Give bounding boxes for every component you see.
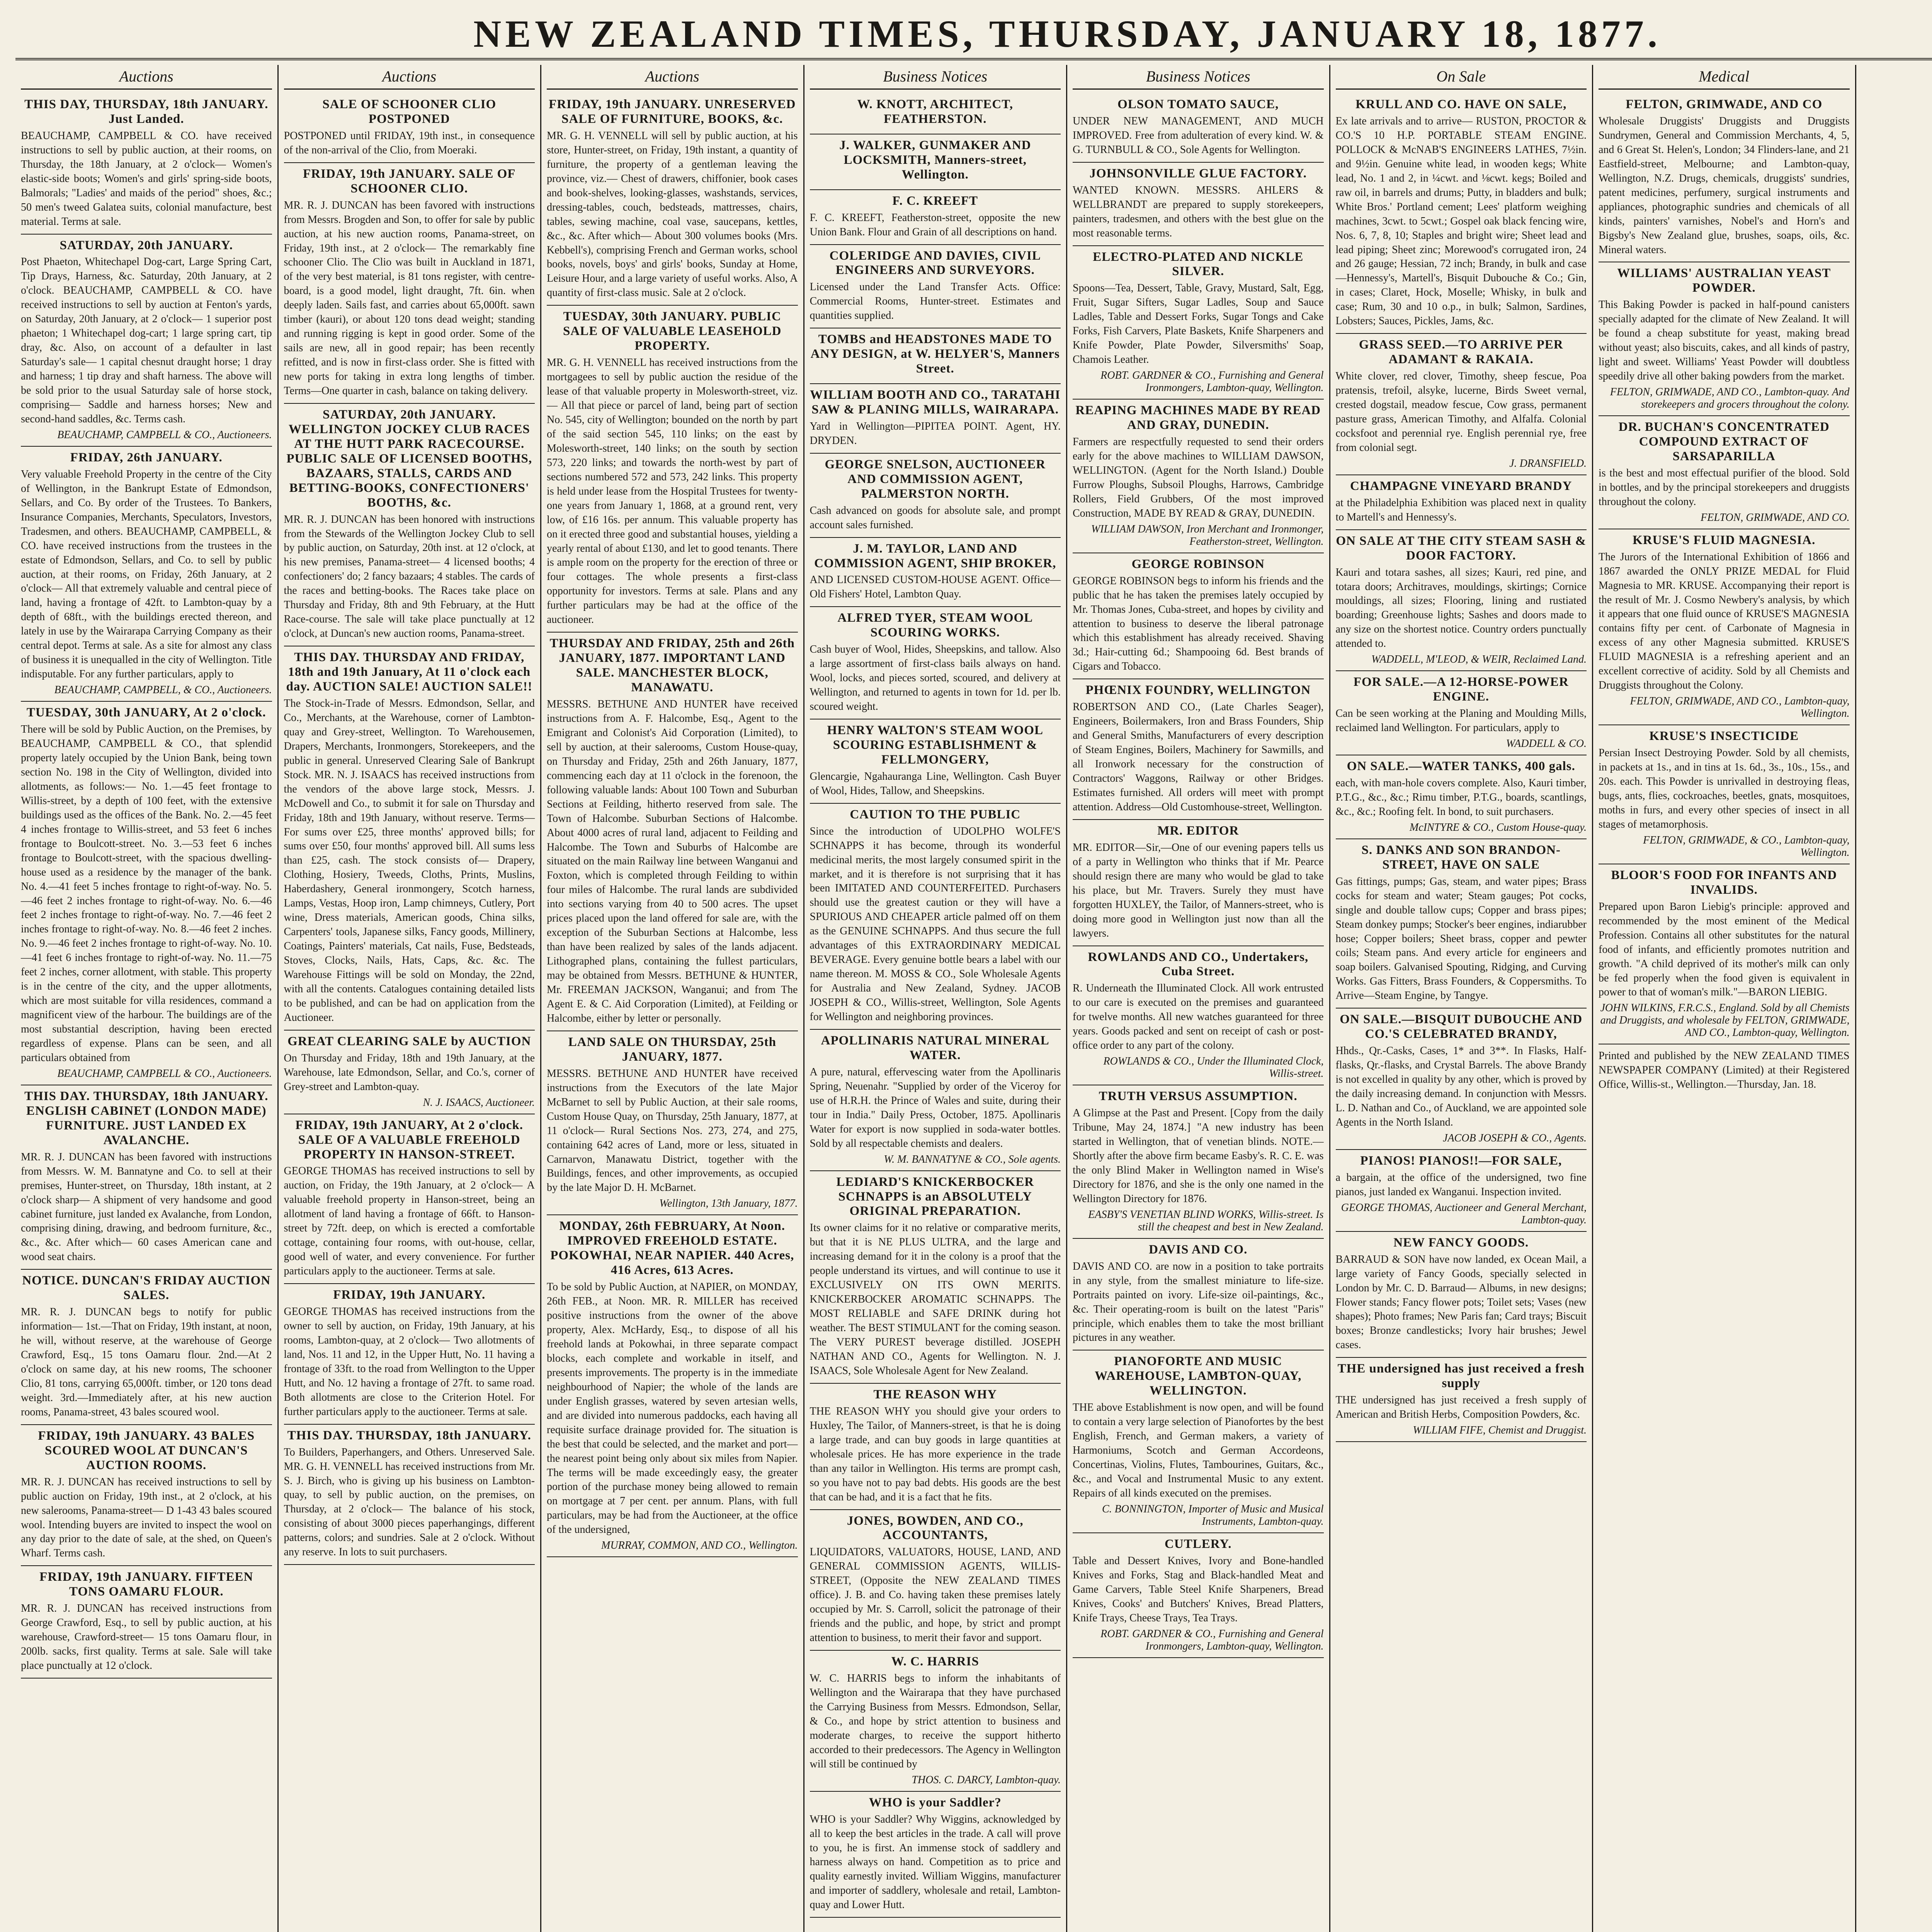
advertisement [21,1566,272,1679]
advertisement [1073,246,1324,400]
advertisement-title: TUESDAY, 30th JANUARY, At 2 o'clock. [26,706,266,720]
advertisement-title: ON SALE.—BISQUIT DUBOUCHE AND CO.'S CELEBRATED BRANDY, [1340,1012,1583,1041]
advertisement-title: CAUTION TO THE PUBLIC [850,807,1021,821]
advertisement-title: NOTICE. DUNCAN'S FRIDAY AUCTION SALES. [22,1274,271,1303]
advertisement [21,1425,272,1566]
advertisement-body: White clover, red clover, Timothy, sheep fescue, Poa pratensis, trefoil, alsyke, lucerne, Birds Sweet vernal, crested dogstail, meadow fescue, Cow grass, permanent pasture grass, American Timothy, and Alfalfa. Colonial cocksfoot and perennial rye. English perennial rye, free from colonial segt. [1335,370,1587,454]
advertisement-signature: EASBY'S VENETIAN BLIND WORKS, Willis-street. Is still the cheapest and best in New Zealand. [1088,1208,1324,1233]
advertisement-title: CUTLERY. [1165,1537,1232,1551]
advertisement [284,1284,535,1425]
advertisement [810,190,1061,245]
advertisement-title: MR. EDITOR [1157,823,1239,838]
advertisement-body: LIQUIDATORS, VALUATORS, HOUSE, LAND, AND GENERAL COMMISSION AGENTS, WILLIS-STREET, (Opposite the NEW ZEALAND TIMES office). J. B. and Co. having taken these premises lately occupied by Mr. S. Carroll, solicit the patronage of their friends and the public, and hope, by strict and prompt attention to business, to merit their favor and support. [810,1546,1061,1644]
advertisement-signature: Wellington, 13th January, 1877. [659,1197,798,1210]
advertisement-signature: GEORGE THOMAS, Auctioneer and General Merchant, Lambton-quay. [1341,1201,1587,1226]
advertisement-title: APOLLINARIS NATURAL MINERAL WATER. [821,1034,1049,1062]
column-heading: Auctions [284,65,535,90]
advertisement-body: To be sold by Public Auction, at NAPIER, on MONDAY, 26th FEB., at Noon. MR. R. MILLER has received positive instructions from the owner of the above property, Alex. McHardy, Esq., to dispose of all his freehold lands at Pokowhai, in three separate compact blocks, each complete and workable in itself, and presents improvements. The property is in the immediate neighbourhood of Napier; the whole of the lands are under English grasses, watered by seven artesian wells, and are divided into numerous paddocks, each having all requisite surface drainage provided for. The situation is the best that could be selected, and the market and port—the nearest point being only about six miles from Napier. The terms will be made exceedingly easy, the greater portion of the purchase money being allowed to remain on mortgage at 7 per cent. per annum. Plans, with full particulars, may be had from the Auctioneer, at the office of the undersigned, [547,1281,798,1536]
advertisement-title: FRIDAY, 19th JANUARY. UNRESERVED SALE OF FURNITURE, BOOKS, &c. [549,97,796,126]
advertisement [1073,553,1324,680]
advertisement-body: Cash buyer of Wool, Hides, Sheepskins, and tallow. Also a large assortment of first-class bails always on hand. Wool, locks, and pieces sorted, scoured, and delivery at Wellington, and returned to agents in town for 1d. per lb. scoured weight. [810,643,1061,713]
advertisement-signature: WADDELL & CO. [1506,738,1587,750]
column [804,65,1068,1932]
advertisement-title: KRUSE'S FLUID MAGNESIA. [1633,533,1816,547]
advertisement-body: AND LICENSED CUSTOM-HOUSE AGENT. Office—Old Fishers' Hotel, Lambton Quay. [810,574,1061,600]
advertisement-title: THIS DAY. THURSDAY AND FRIDAY, 18th and 19th January, At 11 o'clock each day. AUCTION SALE! AUCTION SALE!! [286,650,532,694]
advertisement [810,538,1061,607]
advertisement-body: THE undersigned has just received a fresh supply of American and British Herbs, Composition Powders, &c. [1335,1394,1587,1421]
advertisement-signature: JACOB JOSEPH & CO., Agents. [1443,1132,1587,1144]
column [15,65,279,1932]
advertisement-title: J. WALKER, GUNMAKER AND LOCKSMITH, Manners-street, Wellington. [839,138,1031,182]
advertisement-body: UNDER NEW MANAGEMENT, AND MUCH IMPROVED. Free from adulteration of every kind. W. & G. TURNBULL & CO., Sole Agents for Wellington. [1073,115,1324,156]
advertisement-title: ELECTRO-PLATED AND NICKLE SILVER. [1093,250,1304,279]
advertisement-title: BLOOR'S FOOD FOR INFANTS AND INVALIDS. [1611,868,1837,897]
advertisement-title: THE REASON WHY [873,1387,997,1401]
advertisement-title: FRIDAY, 26th JANUARY. [70,450,223,464]
advertisement-body: The Stock-in-Trade of Messrs. Edmondson, Sellar, and Co., Merchants, at the Warehouse, corner of Lambton-quay and Grey-street, Wellington. To Warehousemen, Drapers, Merchants, Ironmongers, Storekeepers, and the public in general. Unreserved Clearing Sale of Bankrupt Stock. MR. N. J. ISAACS has received instructions from the vendors of the above large stock, Messrs. J. McDowell and Co., to submit it for sale on Thursday and Friday, 18th and 19th January, without reserve. Terms—For sums over £25, three months' approved bills; for sums over £50, four months' approved bill. All sums less than £25, cash. The stock consists of— Drapery, Clothing, Hosiery, Tweeds, Cloths, Prints, Muslins, Haberdashery, General ironmongery, Scotch harness, Lamps, Vestas, Hoop iron, Lamp chimneys, Cutlery, Port wine, Dress materials, American goods, China silks, Carpenters' tools, Japanese silks, Fancy goods, Millinery, Coatings, Painters' materials, Cat nails, Fuse, Bedsteads, Stoves, Clocks, Nails, Hats, Caps, &c. &c. The Warehouse Fittings will be sold on Monday, the 22nd, with all the contents. Catalogues containing detailed lists to be published, and can be had on application from the Auctioneer. [284,697,535,1024]
advertisement-body: WANTED KNOWN. MESSRS. AHLERS & WELLBRANDT are prepared to supply storekeepers, painters, tradesmen, and others with the best glue on the most reasonable terms. [1073,184,1324,239]
advertisement [1073,679,1324,820]
advertisement-body: DAVIS AND CO. are now in a position to take portraits in any style, from the smallest miniature to life-size. Portraits painted on ivory. Life-size oil-paintings, &c., &c. Their operating-room is built on the latest "Paris" principle, which enables them to take the most brilliant pictures in any weather. [1073,1260,1324,1344]
advertisement-title: W. KNOTT, ARCHITECT, FEATHERSTON. [857,97,1014,126]
advertisement [284,1425,535,1565]
advertisement-title: ON SALE.—WATER TANKS, 400 gals. [1347,759,1575,774]
advertisement-signature: WILLIAM FIFE, Chemist and Druggist. [1413,1424,1587,1437]
advertisement-body: Persian Insect Destroying Powder. Sold by all chemists, in packets at 1s., and in tins at 1s. 6d., 3s., 10s., 15s., and 20s. each. This Powder is unrivalled in destroying fleas, bugs, ants, flies, cockroaches, beetles, gnats, mosquitoes, moths in furs, and every other species of insect in all stages of metamorphosis. [1599,747,1850,830]
advertisement [1336,94,1587,334]
advertisement [21,94,272,235]
advertisement [1336,671,1587,755]
advertisement-title: FRIDAY, 19th JANUARY, At 2 o'clock. SALE OF A VALUABLE FREEHOLD PROPERTY IN HANSON-STREET. [295,1118,523,1162]
advertisement-signature: ROWLANDS & CO., Under the Illuminated Clock, Willis-street. [1103,1055,1324,1080]
advertisement-title: GEORGE ROBINSON [1131,557,1265,571]
advertisement-title: THE undersigned has just received a fresh supply [1337,1362,1585,1391]
advertisement [21,235,272,447]
advertisement-title: NEW FANCY GOODS. [1393,1235,1529,1250]
advertisement-body: Kauri and totara sashes, all sizes; Kauri, red pine, and totara doors; Architraves, mouldings, skirtings; Cornice mouldings, all sizes; Flooring, lining and rustiated boarding; Greenhouse lights; Sashes and doors made to any size on the shortest notice. Country orders punctually attended to. [1335,566,1587,650]
advertisement-body: is the best and most effectual purifier of the blood. Sold in bottles, and by the principal storekeepers and druggists throughout the colony. [1599,467,1850,508]
advertisement-signature: FELTON, GRIMWADE, AND CO., Lambton-quay. And storekeepers and grocers throughout the colony. [1610,386,1850,411]
advertisement [284,94,535,163]
advertisement-body: MR. R. J. DUNCAN has been favored with instructions from Messrs. W. M. Bannatyne and Co. to sell at their premises, Hunter-street, on Thursday, 18th instant, at 2 o'clock sharp— A shipment of very handsome and good cabinet furniture, just landed ex Avalanche, from London, comprising dining, drawing, and bedroom furniture, &c., &c., &c. After which— 60 cases American cane and wood seat chairs. [21,1151,272,1263]
advertisement-title: WILLIAMS' AUSTRALIAN YEAST POWDER. [1617,266,1831,295]
advertisement-title: THIS DAY. THURSDAY, 18th JANUARY. ENGLISH CABINET (LONDON MADE) FURNITURE. JUST LANDED EX AVALANCHE. [24,1089,269,1147]
advertisement-body: Gas fittings, pumps; Gas, steam, and water pipes; Brass cocks for steam and water; Steam gauges; Pot cocks, single and double tallow cups; Copper and brass pipes; Steam donkey pumps; Stocker's beer engines, indiarubber hose; Copper boilers; Sheet brass, copper and pewter coils; Steam pans. And every article for engineers and soap boilers. Galvanised Spouting, Ridging, and Curving Works. Gas Fitters, Brass Founders, & Coppersmiths. To Arrive—Steam Engine, by Tangye. [1335,875,1587,1002]
advertisement-title: FRIDAY, 19th JANUARY. [333,1288,486,1302]
advertisement [1073,820,1324,946]
advertisement-title: TOMBS and HEADSTONES MADE TO ANY DESIGN, at W. HELYER'S, Manners Street. [810,332,1060,376]
advertisement-body: Its owner claims for it no relative or comparative merits, but that it is NE PLUS ULTRA, and the large and increasing demand for it in the colony is a proof that the people understand its virtues, and will continue to use it EXCLUSIVELY ON ITS OWN MERITS. KNICKERBOCKER AROMATIC SCHNAPPS. The MOST RELIABLE and SAFE DRINK during hot weather. The BEST STIMULANT for the coming season. The VERY PUREST beverage distilled. JOSEPH NATHAN AND CO., Agents for Wellington. N. J. ISAACS, Sole Wholesale Agent for New Zealand. [810,1222,1061,1377]
advertisement-title: DR. BUCHAN'S CONCENTRATED COMPOUND EXTRACT OF SARSAPARILLA [1618,420,1830,463]
advertisement-title: TRUTH VERSUS ASSUMPTION. [1099,1089,1298,1104]
advertisement-body: Printed and published by the NEW ZEALAND TIMES NEWSPAPER COMPANY (Limited) at their Registered Office, Willis-st., Wellington.—Thursday, Jan. 18. [1599,1050,1850,1091]
advertisement-body: Glencargie, Ngahauranga Line, Wellington. Cash Buyer of Wool, Hides, Tallow, and Sheepskins. [810,770,1061,797]
advertisement-body: each, with man-hole covers complete. Also, Kauri timber, P.T.G., &c., &c.; Rimu timber, P.T.G., boards, scantlings, &c., &c.; Roofing felt. In bond, to suit purchasers. [1335,777,1587,818]
advertisement [1336,839,1587,1009]
advertisement-title: FRIDAY, 19th JANUARY. SALE OF SCHOONER CLIO. [303,167,516,196]
advertisement-title: JONES, BOWDEN, AND CO., ACCOUNTANTS, [847,1514,1024,1543]
advertisement-body: Very valuable Freehold Property in the centre of the City of Wellington, in the Bankrupt Estate of Edmondson, Sellars, and Co. By order of the Trustees. To Bankers, Insurance Companies, Merchants, Speculators, Investors, Tradesmen, and others. BEAUCHAMP, CAMPBELL, & CO. have received instructions from the trustees in the estate of Edmondson, Sellars, and Co. to sell by public auction, at their rooms, on Friday, 26th January, at 2 o'clock— All that extremely valuable and central piece of land, having a frontage of 42ft. to Lambton-quay by a depth of 68ft., with the buildings erected thereon, and lately in use by the Wairarapa Carrying Company as their central depot. Terms at sale. As a site for almost any class of business it is unequalled in the city of Wellington. Title indisputable. For any further particulars, apply to [21,468,272,680]
advertisement-title: FOR SALE.—A 12-HORSE-POWER ENGINE. [1353,675,1569,704]
advertisement-body: Can be seen working at the Planing and Moulding Mills, reclaimed land Wellington. For particulars, apply to [1335,707,1587,734]
advertisement [810,804,1061,1030]
advertisement-body: Spoons—Tea, Dessert, Table, Gravy, Mustard, Salt, Egg, Fruit, Sugar Sifters, Sugar Ladles, Soup and Sauce Ladles, Table and Dessert Forks, Sugar Tongs and Cake Forks, Fish Carvers, Plate Baskets, Knife Sharpeners and Knife Powder, Plate Powder, Silversmiths' Soap, Chamois Leather. [1073,282,1324,366]
advertisement-title: FRIDAY, 19th JANUARY. FIFTEEN TONS OAMARU FLOUR. [39,1570,253,1599]
advertisement-title: REAPING MACHINES MADE BY READ AND GRAY, DUNEDIN. [1075,403,1321,432]
advertisement-title: GEORGE SNELSON, AUCTIONEER AND COMMISSION AGENT, PALMERSTON NORTH. [825,457,1046,501]
advertisement-title: SALE OF SCHOONER CLIO POSTPONED [322,97,497,126]
column-heading: On Sale [1336,65,1587,90]
advertisement [810,719,1061,804]
masthead-rule [15,58,1932,60]
advertisement [810,1651,1061,1792]
advertisement [1336,1232,1587,1358]
advertisement-title: F. C. KREEFT [892,194,978,208]
advertisement-signature: FELTON, GRIMWADE, AND CO., Lambton-quay, Wellington. [1630,695,1850,720]
column-heading: Business Notices [1073,65,1324,90]
advertisement-title: JOHNSONVILLE GLUE FACTORY. [1089,166,1307,180]
column [1593,65,1856,1932]
advertisement [1599,416,1850,529]
advertisement-signature: BEAUCHAMP, CAMPBELL & CO., Auctioneers. [57,429,272,441]
advertisement [810,1171,1061,1384]
advertisement-body: POSTPONED until FRIDAY, 19th inst., in consequence of the non-arrival of the Clio, from Moeraki. [284,129,535,156]
advertisement-title: FRIDAY, 19th JANUARY. 43 BALES SCOURED WOOL AT DUNCAN'S AUCTION ROOMS. [38,1429,255,1472]
imprint [1599,1044,1850,1092]
advertisement-body: MESSRS. BETHUNE AND HUNTER have received instructions from A. F. Halcombe, Esq., Agent to the Emigrant and Colonist's Aid Corporation (Limited), to sell by auction, at their salerooms, Custom House-quay, on Thursday and Friday, 25th and 26th January, 1877, commencing each day at 11 o'clock in the forenoon, the following valuable lands: About 100 Town and Suburban Sections at Feilding, hitherto reserved from sale. The Town of Halcombe. Suburban Sections of Halcombe. About 4000 acres of rural land, adjacent to Feilding and Halcombe. The Town and Suburbs of Halcombe are situated on the main Railway line between Wanganui and Foxton, which is completed through Feilding to within four miles of Halcombe. The rural lands are subdivided into sections varying from 40 to 500 acres. The upset prices placed upon the land offered for sale are, with the exception of the Suburban Sections at Halcombe, less than have been realized by sales of the lands adjacent. Lithographed plans, containing the fullest particulars, may be obtained from Messrs. BETHUNE & HUNTER, Mr. FREEMAN JACKSON, Wanganui; and from The Agent E. & C. Aid Corporation (Limited), at Feilding or Halcombe, either by letter or personally. [547,698,798,1024]
advertisement-signature: MURRAY, COMMON, AND CO., Wellington. [601,1539,798,1552]
advertisement [1336,475,1587,530]
advertisement-body: BARRAUD & SON have now landed, ex Ocean Mail, a large variety of Fancy Goods, specially selected in London by Mr. C. D. Barraud— Albums, in new designs; Flower stands; Fancy flower pots; Toilet sets; Vases (new shapes); Photo frames; New Paris fan; Card trays; Biscuit boxes; Bronze candlesticks; Ivory hair brushes; Jewel cases. [1335,1253,1587,1351]
advertisement [547,94,798,306]
advertisement-body: Hhds., Qr.-Casks, Cases, 1* and 3**. In Flasks, Half-flasks, Qr.-flasks, and Crystal Barrels. The above Brandy is not excelled in quality by any other, which is proved by the daily increasing demand. In conjunction with Messrs. L. D. Nathan and Co., of Auckland, we are appointed sole Agents in the North Island. [1335,1045,1587,1128]
advertisement-body: MR. R. J. DUNCAN has received instructions to sell by public auction on Friday, 19th inst., at 2 o'clock, at his new salerooms, Panama-street— D 1-43 43 bales scoured wool. Intending buyers are invited to inspect the wool on any day prior to the date of sale, at the shed, on Queen's Wharf. Terms cash. [21,1476,272,1560]
advertisement-body: Ex late arrivals and to arrive— RUSTON, PROCTOR & CO.'S 10 H.P. PORTABLE STEAM ENGINE. POLLOCK & McNAB'S ENGINEERS LATHES, 7½in. and 9½in. Genuine white lead, in wooden kegs; White lead, No. 1 and 2, in ¼cwt. and ⅛cwt. kegs; Boiled and raw oil, in barrels and drums; Putty, in bladders and bulk; White Bros.' Portland cement; Lees' platform weighing machines, 3cwt. to 5cwt.; Gospel oak black fencing wire, Nos. 6, 7, 8, 10; Staples and bright wire; Sheet lead and lead piping; Sheet zinc; Morewood's corrugated iron, 24 and 26 gauge; Hessian, 72 inch; Brandy, in bulk and case—Hennessy's, Martell's, Bisquit Dubouche & Co.; Gin, in cases; Claret, Hock, Moselle; Whisky, in bulk and case; Rum, 30 and 10 o.p., in bulk; Salmon, Sardines, Lobsters; Sauces, Pickles, Jams, &c. [1335,115,1587,327]
advertisement [1336,1009,1587,1150]
advertisement-title: GRASS SEED.—TO ARRIVE PER ADAMANT & RAKAIA. [1359,338,1563,367]
advertisement [1073,163,1324,246]
advertisement-title: WILLIAM BOOTH AND CO., TARATAHI SAW & PLANING MILLS, WAIRARAPA. [810,388,1061,417]
advertisement-body: Yard in Wellington—PIPITEA POINT. Agent, HY. DRYDEN. [810,420,1061,447]
advertisement [21,1085,272,1270]
advertisement-signature: WILLIAM DAWSON, Iron Merchant and Ironmonger, Featherston-street, Wellington. [1091,523,1324,548]
advertisement [1599,262,1850,416]
advertisement-title: ON SALE AT THE CITY STEAM SASH & DOOR FACTORY. [1336,534,1587,563]
advertisement-title: COLERIDGE AND DAVIES, CIVIL ENGINEERS AND SURVEYORS. [829,248,1041,277]
advertisement-signature: N. J. ISAACS, Auctioneer. [423,1096,535,1109]
advertisement-body: A pure, natural, effervescing water from the Apollinaris Spring, Neuenahr. "Supplied by order of the Viceroy for use of H.R.H. the Prince of Wales and suite, during their tour in India." Daily Press, October, 1875. Apollinaris Water for export is now supplied in soda-water bottles. Sold by all respectable chemists and dealers. [810,1066,1061,1150]
advertisement-title: ROWLANDS AND CO., Undertakers, Cuba Street. [1088,950,1309,979]
advertisement-signature: THOS. C. DARCY, Lambton-quay. [912,1774,1061,1786]
advertisement [547,633,798,1031]
advertisement-signature: ROBT. GARDNER & CO., Furnishing and General Ironmongers, Lambton-quay, Wellington. [1100,1628,1324,1652]
advertisement-signature: BEAUCHAMP, CAMPBELL & CO., Auctioneers. [57,1067,272,1080]
advertisement-title: PIANOS! PIANOS!!—FOR SALE, [1360,1153,1562,1168]
column-heading: Medical [1599,65,1850,90]
advertisement-body: R. Underneath the Illuminated Clock. All work entrusted to our care is executed on the premises and guaranteed for twelve months. All new watches guaranteed for three years. Goods packed and sent on receipt of cash or post-office order to any part of the colony. [1073,982,1324,1052]
advertisement [810,607,1061,719]
advertisement-body: This Baking Powder is packed in half-pound canisters specially adapted for the climate of New Zealand. It will be found a cheap substitute for yeast, making bread without yeast; also biscuits, cakes, and all kinds of pastry, light and sweet. Williams' Yeast Powder will doubtless speedily drive all other baking powders from the market. [1599,299,1850,383]
advertisement-body: Since the introduction of UDOLPHO WOLFE'S SCHNAPPS it has become, through its wonderful medicinal merits, the most largely consumed spirit in the market, and it is therefore is not surprising that it has been IMITATED AND COUNTERFEITED. Purchasers should use the greatest caution or they will have a SPURIOUS AND CHEAPER article palmed off on them as the GENUINE SCHNAPPS. And thus secure the full advantages of this EXTRAORDINARY MEDICAL BEVERAGE. Every genuine bottle bears a label with our name thereon. M. MOSS & CO., Sole Wholesale Agents for Australia and New Zealand, Sydney. JACOB JOSEPH & CO., Willis-street, Wellington, Sole Agents for Wellington and neighboring provinces. [810,825,1061,1023]
advertisement-body: GEORGE ROBINSON begs to inform his friends and the public that he has taken the premises lately occupied by Mr. Thomas Jones, Cuba-street, and hopes by civility and attention to business to deserve the liberal patronage which this establishment has already received. Shaving 3d.; Hair-cutting 6d.; Shampooing 6d. Best brands of Cigars and Tobacco. [1073,575,1324,673]
advertisement [810,454,1061,538]
advertisement-body: There will be sold by Public Auction, on the Premises, by BEAUCHAMP, CAMPBELL & CO., that splendid property lately occupied by the Union Bank, being town section No. 198 in the City of Wellington, divided into allotments, as follows:— No. 1.—45 feet frontage to Willis-street, by a depth of 100 feet, with the extensive buildings used as the offices of the Bank. No. 2.—45 feet 4 inches frontage to Willis-street, and 53 feet 6 inches frontage to Boulcott-street. No. 3.—53 feet 6 inches frontage to Boulcott-street, with the spacious dwelling-house used as a residence by the manager of the bank. No. 4.—41 feet 5 inches frontage to right-of-way. No. 5.—46 feet 2 inches frontage to right-of-way. No. 6.—46 feet 2 inches frontage to right-of-way. No. 7.—46 feet 2 inches frontage to right-of-way. No. 8.—46 feet 2 inches. No. 9.—46 feet 2 inches frontage to right-of-way. No. 10.—41 feet 6 inches frontage to right-of-way. No. 11.—75 feet 2 inches, corner allotment, with stable. This property is in the centre of the city, and the upper allotments, which are most suitable for villa residences, command a magnificent view of the harbour. The buildings are of the most substantial description, having been erected regardless of expense. Plans can be seen, and all particulars obtained from [21,723,272,1064]
advertisement-title: DAVIS AND CO. [1149,1242,1248,1257]
advertisement-title: WHO is your Saddler? [869,1795,1002,1810]
advertisement-body: MR. R. J. DUNCAN has been honored with instructions from the Stewards of the Wellington Jockey Club to sell by public auction, on Saturday, 20th inst. at 12 o'clock, at his new premises, Panama-street— 4 licensed booths; 4 confectioners' do; 2 fancy bazaars; 4 stables. The cards of the races and betting-books. The Races take place on Thursday and Friday, 8th and 9th February, at the Hutt Race-course. The sale will take place punctually at 12 o'clock, at Duncan's new auction rooms, Panama-street. [284,513,535,640]
advertisement-signature: McINTYRE & CO., Custom House-quay. [1409,821,1587,833]
advertisement-body: GEORGE THOMAS has received instructions from the owner to sell by auction, on Friday, 19th January, at his rooms, Lambton-quay, at 2 o'clock— Two allotments of land, Nos. 11 and 12, in the Upper Hutt, No. 11 having a frontage of 33ft. to the road from Wellington to the Upper Hutt, and No. 12 having a frontage of 27ft. to same road. Both allotments are close to the Criterion Hotel. For further particulars apply to the auctioneer. Terms at sale. [284,1306,535,1418]
advertisement-title: KRULL AND CO. HAVE ON SALE, [1355,97,1567,111]
advertisement-body: MR. R. J. DUNCAN has been favored with instructions from Messrs. Brogden and Son, to offer for sale by public auction, at his new auction rooms, Panama-street, on Friday, 19th inst., at 2 o'clock— The remarkably fine schooner Clio. The Clio was built in Auckland in 1871, of the very best material, is 81 tons register, with centre-board, is a good model, light draught, 7ft. 6in. when deeply laden. Sails fast, and carries about 65,000ft. sawn timber (kauri), or about 120 tons dead weight; standing and running rigging is kept in good order. Some of the sails are new, all in good repair; has been recently refitted, and is now in first-class order. She is fitted with new ports for taking in extra long lengths of timber. Terms—One quarter in cash, balance on taking delivery. [284,199,535,397]
advertisement-body: a bargain, at the office of the undersigned, two fine pianos, just landed ex Wanganui. Inspection invited. [1335,1171,1587,1198]
advertisement-signature: J. DRANSFIELD. [1509,457,1587,469]
advertisement [1073,1533,1324,1658]
advertisement-body: ROBERTSON AND CO., (Late Charles Seager), Engineers, Boilermakers, Iron and Brass Founders, Ship and General Smiths, Manufacturers of every description of Steam Engines, Boilers, Machinery for Sawmills, and all Ironwork necessary for the construction of Contractors' Waggons, Railway or other Bridges. Estimates furnished. All orders will meet with prompt attention. Address—Old Customhouse-street, Wellington. [1073,701,1324,813]
advertisement-title: GREAT CLEARING SALE by AUCTION [287,1034,531,1048]
column [541,65,804,1932]
advertisement-body: W. C. HARRIS begs to inform the inhabitants of Wellington and the Wairarapa that they have purchased the Carrying Business from Messrs. Edmondson, Sellar, & Co., and hope by strict attention to business and moderate charges, to receive the support hitherto accorded to their predecessors. The Agency in Wellington will still be continued by [810,1672,1061,1770]
advertisement-title: CHAMPAGNE VINEYARD BRANDY [1350,479,1572,493]
advertisement-body: MR. G. H. VENNELL has received instructions from the mortgagees to sell by public auction the residue of the lease of that valuable property in Molesworth-street, viz.— All that piece or parcel of land, being part of section No. 545, city of Wellington; bounded on the north by part of the said section 545, 110 links; on the east by Molesworth-street, 140 links; on the south by section 573, 220 links; and towards the north-west by part of sections numbered 572 and 573, 242 links. This property is held under lease from the Hospital Trustees for twenty-one years from January 1, 1868, at a ground rent, very low, of £16 16s. per annum. This valuable property has on it erected three good and substantial houses, yielding a yearly rental of about £130, and let to good tenants. There is ample room on the property for the erection of three or four cottages. The whole presents a first-class opportunity for investors. Terms at sale. Plans and any further particulars may be had at the office of the auctioneer. [547,357,798,626]
advertisement-title: SATURDAY, 20th JANUARY. [60,238,233,252]
advertisement [810,94,1061,134]
advertisement-title: HENRY WALTON'S STEAM WOOL SCOURING ESTABLISHMENT & FELLMONGERY, [827,723,1044,767]
advertisement-title: OLSON TOMATO SAUCE, [1117,97,1279,111]
advertisement-body: THE REASON WHY you should give your orders to Huxley, The Tailor, of Manners-street, is that he is doing a large trade, and can buy goods in large quantities at wholesale prices. He has more experience in the trade than any tailor in Wellington. His terms are prompt cash, so you have not to pay bad debts. His goods are the best that can be had, and it is a fact that he fits. [810,1405,1061,1503]
advertisement [1599,864,1850,1045]
advertisement [21,702,272,1085]
advertisement-body: Prepared upon Baron Liebig's principle: approved and recommended by the most eminent of the Medical Profession. Contains all other substitutes for the natural food of infants, and efficiently promotes nutrition and growth. "A child deprived of its mother's milk can only be fed properly when the food given is equivalent in power to that of woman's milk."—BARON LIEBIG. [1599,900,1850,998]
advertisement [284,404,535,646]
column-heading: Business Notices [810,65,1061,90]
advertisement-body: MR. EDITOR—Sir,—One of our evening papers tells us of a party in Wellington who thinks that if Mr. Pearce should resign there are many who would be glad to take his place, but Mr. Travers. Surely they must have forgotten HUXLEY, the Tailor, of Manners-street, who is doing more good in Wellington just now than all the lawyers. [1073,841,1324,939]
advertisement-signature: WADDELL, M'LEOD, & WEIR, Reclaimed Land. [1371,653,1587,666]
advertisement [810,384,1061,454]
advertisement-body: Cash advanced on goods for absolute sale, and prompt account sales furnished. [810,504,1061,531]
advertisement-title: LEDIARD'S KNICKERBOCKER SCHNAPPS is an ABSOLUTELY ORIGINAL PREPARATION. [836,1175,1034,1218]
advertisement [1336,1358,1587,1442]
advertisement-title: FELTON, GRIMWADE, AND CO [1626,97,1823,111]
advertisement-body: A Glimpse at the Past and Present. [Copy from the daily Tribune, May 24, 1874.] "A new industry has been started in Wellington, that of venetian blinds. NOTE.—Shortly after the above firm became Easby's. R. C. E. was the only Blind Maker in Wellington named in Wise's Directory for 1876, and she is the only one named in the Wellington Directory for 1876. [1073,1107,1324,1205]
advertisement-title: THIS DAY, THURSDAY, 18th JANUARY. Just Landed. [24,97,269,126]
advertisement [810,1384,1061,1510]
advertisement-body: Post Phaeton, Whitechapel Dog-cart, Large Spring Cart, Tip Drays, Harness, &c. Saturday, 20th January, at 2 o'clock. BEAUCHAMP, CAMPBELL & CO. have received instructions to sell by auction at Fenton's yards, on Saturday, 20th January, at 2 o'clock— 1 superior post phaeton; 1 Whitechapel dog-cart; 1 large spring cart, tip dray, &c. Also, on account of a defaulter in last Saturday's sale— 1 capital chesnut draught horse; 1 dray and harness; 1 tip dray and shaft harness. The above will be sold prior to the usual Saturday sale of horse stock, comprising— Saddle and harness horses; New and second-hand saddles, &c. Terms cash. [21,256,272,425]
advertisement-title: LAND SALE ON THURSDAY, 25th JANUARY, 1877. [568,1035,776,1064]
advertisement-title: KRUSE'S INSECTICIDE [1649,729,1799,743]
advertisement [810,1030,1061,1171]
advertisement [284,1114,535,1284]
advertisement-title: S. DANKS AND SON BRANDON-STREET, HAVE ON SALE [1361,843,1561,872]
column [1067,65,1330,1932]
advertisement [547,1215,798,1557]
advertisement-body: F. C. KREEFT, Featherston-street, opposite the new Union Bank. Flour and Grain of all descriptions on hand. [810,211,1061,238]
advertisement-body: Wholesale Druggists' Druggists and Druggists Sundrymen, General and Commission Merchants, 4, 5, and 6 Great St. Helen's, London; 34 Flinders-lane, and 21 Eastfield-street, Melbourne; and Lambton-quay, Wellington, N.Z. Drugs, chemicals, druggists' sundries, patent medicines, perfumery, surgical instruments and appliances, photographic sundries and chemicals of all kinds, painters' varnishes, Nobel's and Horn's and Bigsby's New Zealand glue, brushes, soaps, oils, &c. Mineral waters. [1599,115,1850,256]
advertisement-body: Farmers are respectfully requested to send their orders early for the above machines to WILLIAM DAWSON, WELLINGTON. (Agent for the North Island.) Double Furrow Ploughs, Subsoil Ploughs, Harrows, Cambridge Rollers, Field Grubbers, Of the most improved Construction, MADE BY READ & GRAY, DUNEDIN. [1073,436,1324,519]
column-heading: Auctions [21,65,272,90]
advertisement [1073,946,1324,1086]
advertisement [1599,529,1850,725]
advertisement [1336,530,1587,672]
advertisement [810,1792,1061,1918]
advertisement-title: ALFRED TYER, STEAM WOOL SCOURING WORKS. [837,611,1033,640]
advertisement-body: BEAUCHAMP, CAMPBELL & CO. have received instructions to sell by public auction, at their rooms, on Thursday, the 18th January, at 2 o'clock— Women's elastic-side boots; Women's and girls' spring-side boots, Balmorals; "Ladies' and maids of the period" shoes, &c.; 50 men's tweed Galatea suits, colonial manufacture, best material. Terms at sale. [21,129,272,228]
advertisement [284,1031,535,1114]
column [1856,65,1932,1932]
advertisement-signature: FELTON, GRIMWADE, AND CO. [1701,511,1850,524]
advertisement [547,306,798,633]
advertisement-body: at the Philadelphia Exhibition was placed next in quality to Martell's and Hennessy's. [1335,497,1587,523]
advertisement [21,447,272,702]
advertisement-body: MESSRS. BETHUNE AND HUNTER have received instructions from the Executors of the late Major McBarnet to sell by Public Auction, at their sale rooms, Custom House Quay, on Thursday, 25th January, 1877, at 11 o'clock— Rural Sections Nos. 273, 274, and 275, containing 642 acres of Land, more or less, situated in Carnarvon, Manawatu District, together with the Buildings, fences, and other improvements, as occupied by the late Major D. H. McBarnet. [547,1067,798,1194]
advertisement [1073,1239,1324,1351]
advertisement-title: PHŒNIX FOUNDRY, WELLINGTON [1085,683,1311,697]
advertisement-signature: ROBT. GARDNER & CO., Furnishing and General Ironmongers, Lambton-quay, Wellington. [1100,369,1324,394]
advertisement [1073,1350,1324,1533]
advertisement [284,646,535,1031]
advertisement-title: PIANOFORTE AND MUSIC WAREHOUSE, LAMBTON-QUAY, WELLINGTON. [1095,1354,1302,1398]
advertisement-signature: FELTON, GRIMWADE, & CO., Lambton-quay, Wellington. [1643,834,1850,859]
advertisement [810,245,1061,329]
advertisement [1336,1150,1587,1232]
advertisement-title: MONDAY, 26th FEBRUARY, At Noon. IMPROVED FREEHOLD ESTATE. POKOWHAI, NEAR NAPIER. 440 Acres, 416 Acres, 613 Acres. [550,1219,794,1277]
columns [15,65,1932,1932]
advertisement-body: On Thursday and Friday, 18th and 19th January, at the Warehouse, late Edmondson, Sellar, and Co.'s, corner of Grey-street and Lambton-quay. [284,1052,535,1093]
advertisement [810,1510,1061,1651]
advertisement [547,1031,798,1215]
advertisement [810,328,1061,384]
advertisement [810,134,1061,190]
advertisement-body: MR. R. J. DUNCAN has received instructions from George Crawford, Esq., to sell by public auction, at his warehouse, Crawford-street— 15 tons Oamaru flour, in 200lb. sacks, first quality. Terms at sale. Sale will take place punctually at 12 o'clock. [21,1602,272,1672]
advertisement [1073,94,1324,163]
advertisement [1336,334,1587,475]
advertisement-body: MR. R. J. DUNCAN begs to notify for public information— 1st.—That on Friday, 19th instant, at noon, he will, without reserve, at the warehouse of George Crawford, Esq., 15 tons Oamaru flour. 2nd.—At 2 o'clock on same day, at his new rooms, The schooner Clio, 81 tons, carrying 65,000ft. timber, or 120 tons dead weight. 3rd.—Immediately after, at his new auction rooms, Panama-street, 43 bales scoured wool. [21,1306,272,1418]
advertisement [21,1270,272,1425]
advertisement-signature: W. M. BANNATYNE & CO., Sole agents. [884,1153,1061,1165]
advertisement-title: SATURDAY, 20th JANUARY. WELLINGTON JOCKEY CLUB RACES AT THE HUTT PARK RACECOURSE. PUBLIC SALE OF LICENSED BOOTHS, BAZAARS, STALLS, CARDS AND BETTING-BOOKS, CONFECTIONERS' BOOTHS, &c. [286,408,532,510]
advertisement [1599,725,1850,864]
advertisement [1599,94,1850,262]
advertisement-signature: BEAUCHAMP, CAMPBELL, & CO., Auctioneers. [54,684,272,696]
advertisement [284,163,535,404]
advertisement-title: TUESDAY, 30th JANUARY. PUBLIC SALE OF VALUABLE LEASEHOLD PROPERTY. [563,310,782,353]
advertisement-body: Table and Dessert Knives, Ivory and Bone-handled Knives and Forks, Stag and Black-handled Meat and Game Carvers, Table Steel Knife Sharpeners, Bread Knives, Cooks' and Butchers' Knives, Bread Platters, Knife Trays, Cheese Trays, Tea Trays. [1073,1554,1324,1624]
advertisement-body: The Jurors of the International Exhibition of 1866 and 1867 awarded the ONLY PRIZE MEDAL for Fluid Magnesia to MR. KRUSE. Accompanying their report is the result of Mr. J. Cosmo Newbery's analysis, by which it appears that one fluid ounce of KRUSE'S MAGNESIA contains fifty per cent. of Carbonate of Magnesia in excess of any other Magnesia submitted. KRUSE'S FLUID MAGNESIA is a refreshing aperient and an excellent corrective of acidity. Sold by all Chemists and Druggists throughout the Colony. [1599,551,1850,692]
advertisement-title: THIS DAY. THURSDAY, 18th JANUARY. [287,1428,531,1442]
advertisement-body: Licensed under the Land Transfer Acts. Office: Commercial Rooms, Hunter-street. Estimates and quantities supplied. [810,281,1061,322]
advertisement-body: THE above Establishment is now open, and will be found to contain a very large selection of Pianofortes by the best English, French, and German makers, a variety of Harmoniums, Scotch and German Accordeons, Concertinas, Violins, Flutes, Tambourines, Guitars, &c., &c., and Vocal and Instrumental Music to any extent. Repairs of all kinds executed on the premises. [1073,1401,1324,1499]
advertisement-title: J. M. TAYLOR, LAND AND COMMISSION AGENT, SHIP BROKER, [814,541,1056,570]
advertisement-signature: JOHN WILKINS, F.R.C.S., England. Sold by all Chemists and Druggists, and wholesale by FELTON, GRIMWADE, AND CO., Lambton-quay, Wellington. [1600,1002,1850,1039]
column [279,65,542,1932]
advertisement [1336,755,1587,839]
advertisement-body: WHO is your Saddler? Why Wiggins, acknowledged by all to keep the best articles in the trade. A call will prove to you, he is first. An immense stock of saddlery and harness always on hand. Competition as to price and quality earnestly invited. William Wiggins, manufacturer and importer of saddlery, wholesale and retail, Lambton-quay and Lower Hutt. [810,1813,1061,1911]
advertisement-body: To Builders, Paperhangers, and Others. Unreserved Sale. MR. G. H. VENNELL has received instructions from Mr. S. J. Birch, who is giving up his business on Lambton-quay, to sell by public auction, on the premises, on Thursday, at 2 o'clock— The balance of his stock, consisting of about 3000 pieces paperhangings, different patterns, colors; and sundries. Sale at 2 o'clock. Without any reserve. In lots to suit purchasers. [284,1446,535,1558]
advertisement-body: GEORGE THOMAS has received instructions to sell by auction, on Friday, the 19th January, at 2 o'clock— A valuable freehold property in Hanson-street, being an allotment of land having a frontage of 66ft. to Hanson-street by 72ft. deep, on which is erected a comfortable cottage, containing four rooms, with out-house, cellar, good well of water, and every convenience. For further particulars apply to the auctioneer. Terms at sale. [284,1165,535,1277]
advertisement-body: MR. G. H. VENNELL will sell by public auction, at his store, Hunter-street, on Friday, 19th instant, a quantity of furniture, the property of a gentleman leaving the province, viz.— Chest of drawers, chiffonier, book cases and book-shelves, looking-glasses, washstands, services, dressing-tables, couch, bedsteads, mattresses, chairs, tables, sewing machine, coal vase, saucepans, kettles, &c., &c. After which— About 300 volumes books (Mrs. Kebbell's), comprising French and German works, school books, novels, boys' and girls' books, Sunday at Home, Leisure Hour, and a large variety of useful works. Also, A quantity of first-class music. Sale at 2 o'clock. [547,129,798,299]
advertisement-signature: C. BONNINGTON, Importer of Music and Musical Instruments, Lambton-quay. [1102,1503,1324,1527]
column-heading: Auctions [547,65,798,90]
column [1330,65,1594,1932]
advertisement [1073,1085,1324,1239]
advertisement-title: THURSDAY AND FRIDAY, 25th and 26th JANUARY, 1877. IMPORTANT LAND SALE. MANCHESTER BLOCK, MANAWATU. [549,636,795,695]
masthead: NEW ZEALAND TIMES, THURSDAY, JANUARY 18, 1877. [473,12,1661,55]
advertisement-title: W. C. HARRIS [891,1655,979,1669]
advertisement [1073,400,1324,553]
